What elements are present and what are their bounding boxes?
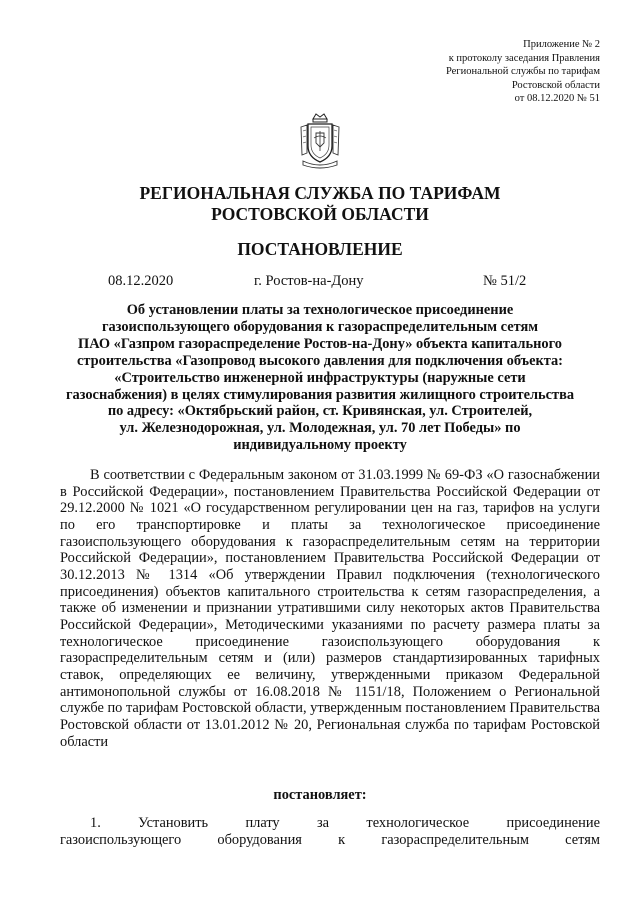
agency-name bbox=[0, 183, 640, 225]
subject-line: газоснабжения) в целях стимулирования развития жилищного строительства bbox=[65, 386, 575, 403]
subject-line: «Строительство инженерной инфраструктуры (наружные сети bbox=[114, 369, 526, 386]
appendix-line: к протоколу заседания Правления bbox=[448, 52, 600, 64]
document-date: 08.12.2020 bbox=[108, 273, 174, 289]
appendix-line: Региональной службы по тарифам bbox=[445, 66, 600, 77]
clause-line bbox=[60, 832, 600, 849]
subject-line: Об установлении платы за технологическое присоединение bbox=[126, 302, 514, 318]
document-subject bbox=[60, 302, 580, 454]
clause-line bbox=[60, 815, 600, 832]
subject-line: ул. Железнодорожная, ул. Молодежная, ул. 70 лет Победы» по bbox=[119, 420, 521, 437]
clause-word: сетям bbox=[565, 832, 600, 848]
clause-word: газоиспользующего bbox=[60, 832, 182, 848]
clause-word: технологическое bbox=[366, 815, 470, 831]
clause-word: за bbox=[316, 815, 330, 831]
subject-line: индивидуальному проекту bbox=[233, 437, 407, 454]
clause-word: присоединение bbox=[506, 815, 600, 831]
appendix-line: Ростовской области bbox=[511, 79, 600, 91]
subject-line: строительства «Газопровод высокого давления для подключения объекта: bbox=[77, 352, 563, 369]
clause-word: плату bbox=[245, 815, 280, 831]
document-place: г. Ростов-на-Дону bbox=[254, 273, 364, 289]
clause-word: оборудования bbox=[217, 832, 302, 848]
subject-line: газоиспользующего оборудования к газораспределительным сетям bbox=[101, 318, 539, 335]
coat-of-arms-graphic bbox=[297, 113, 343, 171]
clause-word: к bbox=[338, 832, 346, 848]
coat-of-arms-icon bbox=[297, 113, 343, 171]
agency-name-line: РОСТОВСКОЙ ОБЛАСТИ bbox=[211, 204, 429, 224]
clause-word: 1. bbox=[90, 815, 101, 831]
document-number: № 51/2 bbox=[483, 273, 527, 289]
agency-name-line: РЕГИОНАЛЬНАЯ СЛУЖБА ПО ТАРИФАМ bbox=[139, 183, 501, 203]
appendix-note bbox=[446, 38, 600, 106]
subject-line: по адресу: «Октябрьский район, ст. Кривянская, ул. Строителей, bbox=[107, 403, 533, 420]
preamble-paragraph bbox=[60, 467, 600, 750]
document-type: ПОСТАНОВЛЕНИЕ bbox=[237, 239, 403, 259]
appendix-line: от 08.12.2020 № 51 bbox=[514, 93, 600, 104]
appendix-line: Приложение № 2 bbox=[523, 39, 600, 50]
decrees-word: постановляет: bbox=[273, 787, 367, 803]
clause-1 bbox=[60, 815, 600, 849]
clause-word: газораспределительным bbox=[381, 832, 529, 848]
preamble-text: В соответствии с Федеральным законом от 31.03.1999 № 69-ФЗ «О газоснабжении в Российской Федерации», постановлением Правительства Российской Федерации от 29.12.2000 № 1021 «О государственном регулировании цен на газ, тарифов на услуги по его транспортировке и платы за технологическое присоединение газоиспользующего оборудования к газораспределительным сетям на территории Российской Федерации», постановлением Правительства Российской Федерации от 30.12.2013 № 1314 «Об утверждении Правил подключения (технологического присоединения) объектов капитального строительства к сетям газораспределения, а также об изменении и признании утратившими силу некоторых актов Правительства Российской Федерации», Методическими указаниями по расчету размера платы за технологическое присоединение газоиспользующего оборудования к газораспределительным сетям и (или) размеров стандартизированных тарифных ставок, определяющих ее величину, утвержденными приказом Федеральной антимонопольной службы от 16.08.2018 № 1151/18, Положением о Региональной службе по тарифам Ростовской области, утвержденным постановлением Правительства Ростовской области от 13.01.2012 № 20, Региональная служба по тарифам Ростовской области bbox=[60, 467, 600, 750]
clause-word: Установить bbox=[138, 815, 209, 831]
subject-line: ПАО «Газпром газораспределение Ростов-на-Дону» объекта капитального bbox=[78, 335, 562, 352]
